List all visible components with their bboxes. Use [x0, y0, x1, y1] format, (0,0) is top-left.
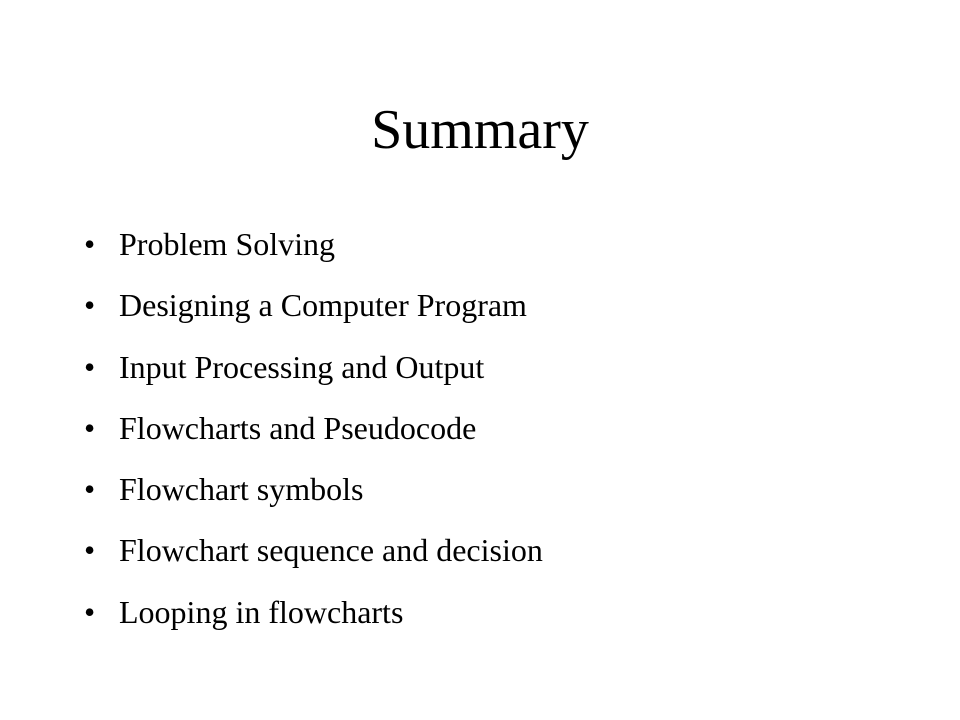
list-item: [84, 216, 543, 277]
bullet-list: [84, 216, 543, 645]
bullet-icon: •: [84, 409, 96, 446]
bullet-icon: •: [84, 593, 96, 630]
bullet-icon: •: [84, 287, 96, 324]
list-item: [84, 522, 543, 583]
bullet-text: Looping in flowcharts: [119, 593, 404, 630]
bullet-text: Problem Solving: [119, 226, 336, 262]
bullet-text: Flowcharts and Pseudocode: [119, 409, 477, 446]
list-item: [84, 400, 543, 461]
bullet-icon: •: [84, 226, 96, 262]
bullet-icon: •: [84, 348, 96, 385]
list-item: [84, 277, 543, 338]
bullet-text: Flowchart symbols: [119, 471, 364, 508]
bullet-icon: •: [84, 471, 96, 508]
slide-title: Summary: [371, 99, 589, 161]
list-item: [84, 461, 543, 522]
list-item: [84, 339, 543, 400]
bullet-text: Input Processing and Output: [119, 348, 485, 385]
bullet-icon: •: [84, 532, 96, 569]
bullet-text: Flowchart sequence and decision: [119, 532, 543, 569]
bullet-text: Designing a Computer Program: [119, 287, 527, 324]
list-item: [84, 584, 543, 645]
